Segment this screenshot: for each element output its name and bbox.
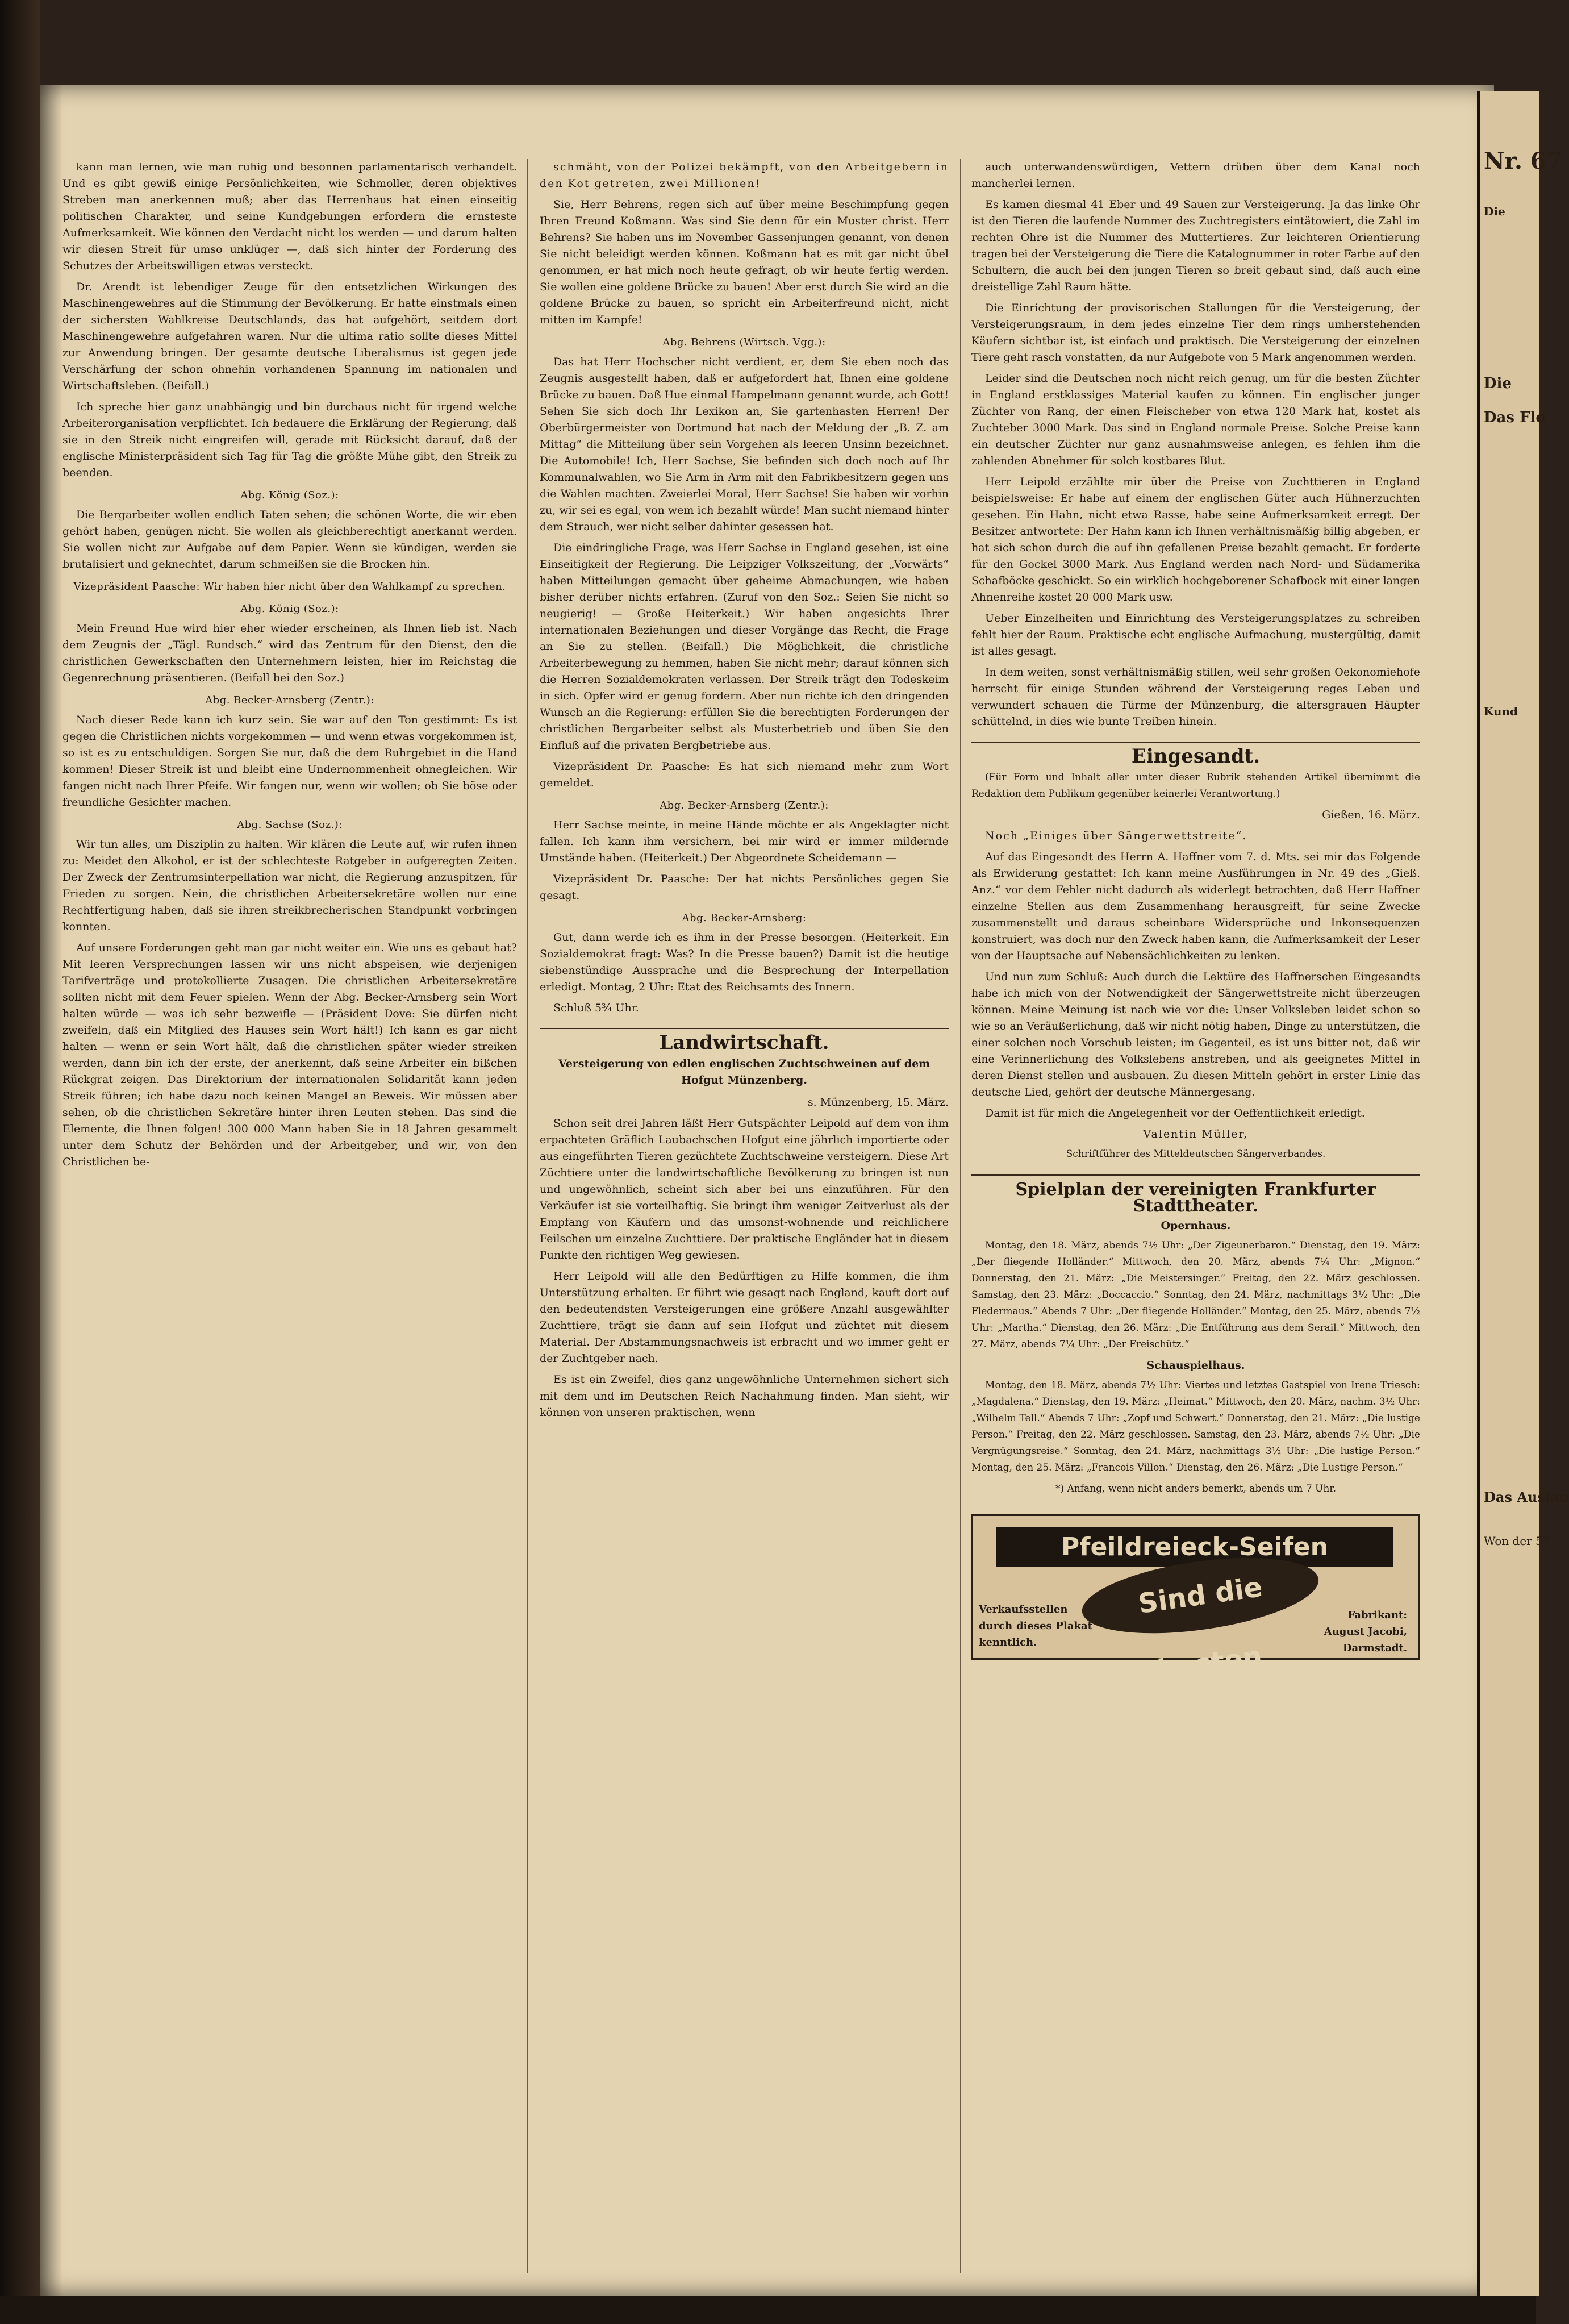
article-paragraph: Leider sind die Deutschen noch nicht reich genug, um für die besten Züchter in England erstklassiges Material kaufen zu können. Ein englischer junger Züchter von Rang, der einen Fleischeber von etwa 120 Mark hat, kostet als Zuchteber 3000 Mark. Das sind in England normale Preise. Solche Preise kann ein deutscher Züchter nur ganz ausnahmsweise anlegen, es fehlen ihm die zahlenden Abnehmer für solch kostbares Blut. (971, 372, 1420, 467)
theater-title: Spielplan der vereinigten Frankfurter Stadttheater. (971, 1174, 1420, 1214)
article-paragraph: Sie, Herr Behrens, regen sich auf über meine Beschimpfung gegen Ihren Freund Koßmann. Was sind Sie denn für ein Muster christ. Herr Behrens? Sie haben uns im November Gassenjungen genannt, von denen Sie nicht beleidigt werden können. Koßmann hat es mit gar nicht übel genommen, er hat mich noch heute gefragt, ob wir heute fertig werden. Sie wollen eine goldene Brücke zu bauen! Aber erst durch Sie wird an die goldene Brücke zu bauen, so spricht ein Arbeiterfreund nicht, nicht mitten im Kampfe! (540, 198, 949, 326)
speaker-heading: Abg. Becker-Arnsberg: (682, 912, 807, 924)
article-paragraph: Schon seit drei Jahren läßt Herr Gutspächter Leipold auf dem von ihm erpachteten Gräflich Laubachschen Hofgut eine jährlich importierte oder aus eingeführten Tieren gezüchtete Zuchtschweine versteigern. Diese Art Züchtiere unter die landwirtschaftliche Bevölkerung zu bringen ist nun und ungewöhnlich, scheint sich aber bei uns einzuführen. Für den Verkäufer ist sie vorteilhaftig. Sie bringt ihm weniger Zeitverlust als der Empfang von Käufern und das umsonst-wohnende und reichlichere Feilschen um einzelne Zuchttiere. Der praktische Engländer hat in diesem Punkte den richtigen Weg gewiesen. (540, 1117, 949, 1261)
scanner-background-left (0, 0, 40, 2324)
column-1 (62, 159, 517, 1175)
speaker-heading: Abg. König (Soz.): (240, 603, 339, 615)
article-paragraph: Ich spreche hier ganz unabhängig und bin durchaus nicht für irgend welche Arbeiterorganisation verpflichtet. Ich bedauere die Erklärung der Regierung, daß sie in den Streik nicht eingreifen will, gerade mit Rücksicht darauf, daß der englische Ministerpräsident sich Tag für Tag die größte Mühe gibt, den Streik zu beenden. (62, 401, 517, 479)
article-paragraph: Schluß 5¾ Uhr. (553, 1002, 639, 1014)
landwirtschaft-title: Landwirtschaft. (540, 1028, 949, 1051)
article-paragraph: Das hat Herr Hochscher nicht verdient, er, dem Sie eben noch das Zeugnis ausgestellt haben, daß er aufgefordert hat, Ihnen eine goldene Brücke zu bauen. Daß Hue einmal Hampelmann genannt wurde, ach Gott! Sehen Sie sich doch Ihr Lexikon an, Sie gartenhasten Herren! Der Oberbürgermeister von Dortmund hat nach der Meldung der „B. Z. am Mittag“ die Mitteilung über sein Vorgehen als leeren Unsinn bezeichnet. Die Automobile! Ich, Herr Sachse, Sie befinden sich doch noch auf Ihr Kommunalwahlen, wo Sie Arm in Arm mit den Fabrikbesitzern gegen uns die Wahlen machten. Zweierlei Moral, Herr Sachse! Sie haben wir vorhin zu, wir sei es egal, von wem ich bezahlt würde! Man sucht niemand hinter dem Strauch, wer nicht selber dahinter gesessen hat. (540, 356, 949, 533)
column-rule-1 (527, 159, 528, 2273)
scanner-background-bottom (0, 2296, 1536, 2324)
ad-manufacturer-name: August Jacobi, Darmstadt. (1324, 1626, 1407, 1654)
next-page-issue-number: Nr. 67 (1484, 148, 1562, 174)
next-page-snippet: Kund (1484, 705, 1518, 718)
article-paragraph: Und nun zum Schluß: Auch durch die Lektüre des Haffnerschen Eingesandts habe ich mich von der Notwendigkeit der Sängerwettstreite nicht überzeugen können. Meine Meinung ist nach wie vor die: Unser Volksleben leidet schon so wie so an Veräußerlichung, daß wir nicht nötig haben, Dinge zu unterstützen, die einer solchen noch Vorschub leisten; im Gegenteil, es ist uns bitter not, daß wir eine Verinnerlichung des Volkslebens anstreben, und als geeignetes Mittel in deren Dienst stellen und ausbauen. Zu diesen Mitteln gehört in erster Linie das deutsche Lied, gehört der deutsche Männergesang. (971, 971, 1420, 1098)
eingesandt-note: (Für Form und Inhalt aller unter dieser Rubrik stehenden Artikel übernimmt die Redaktion dem Publikum gegenüber keinerlei Verantwortung.) (971, 772, 1420, 799)
article-paragraph: kann man lernen, wie man ruhig und besonnen parlamentarisch verhandelt. Und es gibt gewiß einige Persönlichkeiten, wie Schmoller, deren objektives Streben man anerkennen muß; aber das Herrenhaus hat einen einseitig politischen Charakter, und seine Kundgebungen erfordern die ernsteste Aufmerksamkeit. Wie können den Verdacht nicht los werden — und darum halten wir diesen Streit für umso unklüger —, daß sich hinter der Forderung des Schutzes der Arbeitswilligen etwas versteckt. (62, 161, 517, 272)
article-paragraph: Herr Leipold erzählte mir über die Preise von Zuchttieren in England beispielsweise: Er habe auf einem der englischen Güter auch Hühnerzuchten gesehen. Ein Hahn, nicht etwa Rasse, habe seine Aufmerksamkeit erregt. Der Besitzer antwortete: Der Hahn kann ich Ihnen verhältnismäßig billig abgeben, er hat sich schon durch die auf ihn gefallenen Preise bezahlt gemacht. Er forderte für den Gockel 3000 Mark. Aus England werden nach Nord- und Südamerika Schafböcke geschickt. So ein wirklich hochgeborener Schafbock mit einer langen Ahnenreihe kostet 20 000 Mark usw. (971, 476, 1420, 603)
schauspiel-schedule: Montag, den 18. März, abends 7½ Uhr: Viertes und letztes Gastspiel von Irene Triesch: „Magdalena.“ Dienstag, den 19. März: „Heimat.“ Mittwoch, den 20. März, nachm. 3½ Uhr: „Wilhelm Tell.“ Abends 7 Uhr: „Zopf und Schwert.“ Donnerstag, den 21. März: „Die lustige Person.“ Freitag, den 22. März geschlossen. Samstag, den 23. März, abends 7½ Uhr: „Die Vergnügungsreise.“ Sonntag, den 24. März, nachmittags 3½ Uhr: „Die lustige Person.“ Montag, den 25. März: „Francois Villon.“ Dienstag, den 26. März: „Die Lustige Person.“ (971, 1380, 1420, 1473)
next-page-snippet: Won der 57 (1484, 1534, 1550, 1548)
article-paragraph: Die Einrichtung der provisorischen Stallungen für die Versteigerung, der Versteigerungsraum, in dem jedes einzelne Tier dem rings umherstehenden Käufern sichtbar ist, ist einfach und praktisch. Die Versteigerung der einzelnen Tiere geht rasch vonstatten, da nur Aufgebote von 5 Mark angenommen werden. (971, 302, 1420, 364)
signature-name: Valentin Müller, (1143, 1128, 1249, 1140)
article-paragraph: Ueber Einzelheiten und Einrichtung des Versteigerungsplatzes zu schreiben fehlt hier der Raum. Praktische echt englische Aufmachung, mustergültig, damit ist alles gesagt. (971, 612, 1420, 657)
article-paragraph: Gut, dann werde ich es ihm in der Presse besorgen. (Heiterkeit. Ein Sozialdemokrat fragt: Was? In die Presse bauen?) Damit ist die heutige siebenstündige Aussprache und die Besprechung der Interpellation erledigt. Montag, 2 Uhr: Etat des Reichsamts des Innern. (540, 931, 949, 993)
opera-heading: Opernhaus. (1161, 1219, 1231, 1232)
eingesandt-dateline: Gießen, 16. März. (1322, 809, 1420, 821)
ad-manufacturer-label: Fabrikant: (1347, 1609, 1407, 1621)
article-paragraph: Vizepräsident Dr. Paasche: Der hat nichts Persönliches gegen Sie gesagt. (540, 873, 949, 902)
article-paragraph: Herr Sachse meinte, in meine Hände möchte er als Angeklagter nicht fallen. Ich kann ihm versichern, bei mir wird er immer mildernde Umstände haben. (Heiterkeit.) Der Abgeordnete Scheidemann — (540, 819, 949, 864)
article-paragraph: Wir tun alles, um Disziplin zu halten. Wir klären die Leute auf, wir rufen ihnen zu: Meidet den Alkohol, er ist der schlechteste Ratgeber in aufgeregten Zeiten. Der Zweck der Zentrumsinterpellation war nicht, die Regierung anzuspitzen, für Frieden zu sorgen. Nein, die christlichen Arbeitersekretäre wollen nur eine Rechtfertigung haben, daß sie ihren streikbrecherischen Standpunkt vorbringen konnten. (62, 838, 517, 933)
article-paragraph: Es ist ein Zweifel, dies ganz ungewöhnliche Unternehmen sichert sich mit dem und im Deutschen Reich Nachahmung finden. Man sieht, wir können von unseren praktischen, wenn (540, 1373, 949, 1419)
landwirtschaft-dateline: s. Münzenberg, 15. März. (807, 1096, 949, 1109)
speaker-heading: Abg. Becker-Arnsberg (Zentr.): (205, 694, 374, 706)
ad-slogan-oval: Sind die besten (1078, 1545, 1324, 1646)
page-fold-shadow (40, 85, 62, 2296)
column-3 (971, 159, 1420, 1686)
article-paragraph: Mein Freund Hue wird hier eher wieder erscheinen, als Ihnen lieb ist. Nach dem Zeugnis der „Tägl. Rundsch.“ wird das Zentrum für den Dienst, den die christlichen Gewerkschaften den Unternehmern leisten, hier im Reichstag die Gegenrechnung präsentieren. (Beifall bei den Soz.) (62, 622, 517, 684)
article-paragraph: Auf unsere Forderungen geht man gar nicht weiter ein. Wie uns es gebaut hat? Mit leeren Versprechungen lassen wir uns nicht abspeisen, wie derjenigen Tarifverträge und protokollierte Zusagen. Die christlichen Arbeitersekretäre sollten nicht mit dem Feuer spielen. Wenn der Abg. Becker-Arnsberg sein Wort halten würde — was ich sehr bezweifle — (Präsident Dove: Sie dürfen nicht zweifeln, daß ein Mitglied des Hauses sein Wort hält!) Ich kann es gar nicht halten — wenn er sein Wort hält, daß die christlichen später wieder streiken werden, dann bin ich der erste, der anerkennt, daß seine Arbeiter ein bißchen Rückgrat zeigen. Das Direktorium der internationalen Solidarität kann jeden Streik führen; ich habe dazu noch keinen Mangel an Beweis. Wir müssen aber sehen, ob die christlichen Sekretäre hinter ihren Leuten stehen. Das sind die Elemente, die Ihnen folgen! 300 000 Mann haben Sie in 18 Jahren gesammelt unter dem Schutz der Behörden und der Arbeitgeber, und wir, von den Christlichen be- (62, 942, 517, 1168)
article-paragraph: schmäht, von der Polizei bekämpft, von den Arbeitgebern in den Kot getreten, zwei Millionen! (540, 161, 949, 190)
speaker-heading: Vizepräsident Paasche: Wir haben hier nicht über den Wahlkampf zu sprechen. (73, 581, 506, 593)
article-paragraph: Herr Leipold will alle den Bedürftigen zu Hilfe kommen, die ihm Unterstützung erhalten. Er führt wie gesagt nach England, kauft dort auf den bedeutendsten Versteigerungen eine größere Anzahl ausgewählter Zuchttiere, trägt sie dann auf sein Hofgut und züchtet mit diesem Material. Der Abstammungsnachweis ist erbracht und wo immer geht er der Zuchtgeber nach. (540, 1270, 949, 1365)
article-paragraph: Die eindringliche Frage, was Herr Sachse in England gesehen, ist eine Einseitigkeit der Regierung. Die Leipziger Volkszeitung, der „Vorwärts“ haben Mitteilungen gemacht über geheime Abmachungen, wie haben bisher derüber nichts erfahren. (Zuruf von den Soz.: Seien Sie nicht so neugierig! — Große Heiterkeit.) Wir haben angesichts Ihrer internationalen Beziehungen und dieser Vorgänge das Recht, die Frage an Sie zu stellen. (Beifall.) Die Möglichkeit, die christliche Arbeiterbewegung zu hemmen, haben Sie nicht mehr; darauf können sich die Herren Sozialdemokraten verlassen. Der Streik trägt den Todeskeim in sich. Opfer wird er genug fordern. Aber nun richte ich den dringenden Wunsch an die Regierung: erfüllen Sie die berechtigten Forderungen der christlichen Bergarbeiter selbst als Musterbetrieb und üben Sie den Einfluß auf die privaten Bergbetriebe aus. (540, 542, 949, 752)
signature-title: Schriftführer des Mitteldeutschen Sängerverbandes. (1066, 1148, 1326, 1160)
soap-advertisement (971, 1514, 1420, 1686)
ad-manufacturer (1276, 1607, 1407, 1656)
speaker-heading: Abg. Sachse (Soz.): (237, 819, 343, 831)
opera-schedule: Montag, den 18. März, abends 7½ Uhr: „Der Zigeunerbaron.“ Dienstag, den 19. März: „Der fliegende Holländer.“ Mittwoch, den 20. März, abends 7¼ Uhr: „Mignon.“ Donnerstag, den 21. März: „Die Meistersinger.“ Freitag, den 22. März geschlossen. Samstag, den 23. März: „Boccaccio.“ Sonntag, den 24. März, nachmittags 3½ Uhr: „Die Fledermaus.“ Abends 7 Uhr: „Der fliegende Holländer.“ Montag, den 25. März, abends 7½ Uhr: „Martha.“ Dienstag, den 26. März: „Die Entführung aus dem Serail.“ Mittwoch, den 27. März, abends 7¼ Uhr: „Der Freischütz.“ (971, 1240, 1420, 1350)
next-page-snippet: Die (1484, 375, 1512, 392)
article-paragraph: Es kamen diesmal 41 Eber und 49 Sauen zur Versteigerung. Ja das linke Ohr ist den Tieren die laufende Nummer des Zuchtregisters eintätowiert, die Zahl im rechten Ohre ist die Nummer des Muttertieres. Zur leichteren Orientierung tragen bei der Versteigerung die Tiere die Katalognummer in roter Farbe auf den Schultern, die auch bei den jungen Tieren so breit gebaut sind, daß auch eine dreistellige Zahl Raum hätte. (971, 198, 1420, 293)
next-page-snippet: Die (1484, 205, 1505, 218)
article-paragraph: Noch „Einiges über Sängerwettstreite“. (985, 830, 1247, 842)
article-paragraph: In dem weiten, sonst verhältnismäßig stillen, weil sehr großen Oekonomiehofe herrscht für einige Stunden während der Versteigerung reges Leben und verwundert schauen die Türme der Münzenburg, die altersgrauen Häupter schüttelnd, in dies wie bunte Treiben hinein. (971, 666, 1420, 728)
ad-left-text: Verkaufsstellen durch dieses Plakat kenntlich. (979, 1604, 1092, 1648)
article-paragraph: Die Bergarbeiter wollen endlich Taten sehen; die schönen Worte, die wir eben gehört haben, genügen nicht. Sie wollen als gleichberechtigt anerkannt werden. Sie wollen nicht zur Aufgabe auf dem Papier. Wenn sie kündigen, werden sie brutalisiert und geknechtet, darum schmeißen sie die Brocken hin. (62, 509, 517, 570)
article-paragraph: auch unterwandenswürdigen, Vettern drüben über dem Kanal noch mancherlei lernen. (971, 161, 1420, 190)
eingesandt-title: Eingesandt. (971, 742, 1420, 765)
ad-brand-banner: Pfeildreieck-Seifen (996, 1527, 1393, 1567)
landwirtschaft-subtitle: Versteigerung von edlen englischen Zuchtschweinen auf dem Hofgut Münzenberg. (558, 1057, 930, 1086)
column-rule-2 (960, 159, 961, 2273)
speaker-heading: Abg. Behrens (Wirtsch. Vgg.): (662, 336, 826, 348)
column-2 (540, 159, 949, 1426)
theater-footnote: *) Anfang, wenn nicht anders bemerkt, abends um 7 Uhr. (1055, 1483, 1336, 1494)
article-paragraph: Nach dieser Rede kann ich kurz sein. Sie war auf den Ton gestimmt: Es ist gegen die Christlichen nichts vorgekommen — und wenn etwas vorgekommen ist, so ist es zu entschuldigen. Sorgen Sie nur, daß die dem Ruhrgebiet in die Hand kommen! Dieser Streik ist und bleibt eine Undernommenheit ohnegleichen. Wir fangen nicht nach Ihrer Pfeife. Wir fangen nur, wenn wir wollen; ob Sie böse oder freundliche Gesichter machen. (62, 714, 517, 809)
article-paragraph: Dr. Arendt ist lebendiger Zeuge für den entsetzlichen Wirkungen des Maschinengewehres auf die Stimmung der Bevölkerung. Er hatte einstmals einen der sichersten Wahlkreise Deutschlands, das hat aufgehört, seitdem dort Maschinengewehre aufgefahren waren. Nur die ultima ratio sollte dieses Mittel zur Anwendung bringen. Der gesamte deutsche Liberalismus ist gegen jede Verschärfung der schon ohnehin vorhandenen Spannung im nationalen und Wirtschaftsleben. (Beifall.) (62, 281, 517, 392)
article-paragraph: Vizepräsident Dr. Paasche: Es hat sich niemand mehr zum Wort gemeldet. (540, 760, 949, 789)
schauspiel-heading: Schauspielhaus. (1146, 1359, 1245, 1372)
article-paragraph: Auf das Eingesandt des Herrn A. Haffner vom 7. d. Mts. sei mir das Folgende als Erwiderung gestattet: Ich kann meine Ausführungen in Nr. 49 des „Gieß. Anz.“ vor dem Fehler nicht dadurch als widerlegt betrachten, daß Herr Haffner einzelne Stellen aus dem Zusammenhang herausgreift, für seine Zwecke zusammenstellt und daraus scheinbare Widersprüche und Inkonsequenzen konstruiert, was doch nur den Zweck haben kann, die Aufmerksamkeit der Leser von der Hauptsache auf Nebensächlichkeiten zu lenken. (971, 851, 1420, 962)
next-page-snippet: Das Auslan (1484, 1489, 1569, 1505)
speaker-heading: Abg. Becker-Arnsberg (Zentr.): (660, 799, 829, 811)
next-page-snippet: Das Flo (1484, 409, 1546, 426)
speaker-heading: Abg. König (Soz.): (240, 489, 339, 501)
article-paragraph: Damit ist für mich die Angelegenheit vor der Oeffentlichkeit erledigt. (985, 1107, 1365, 1119)
